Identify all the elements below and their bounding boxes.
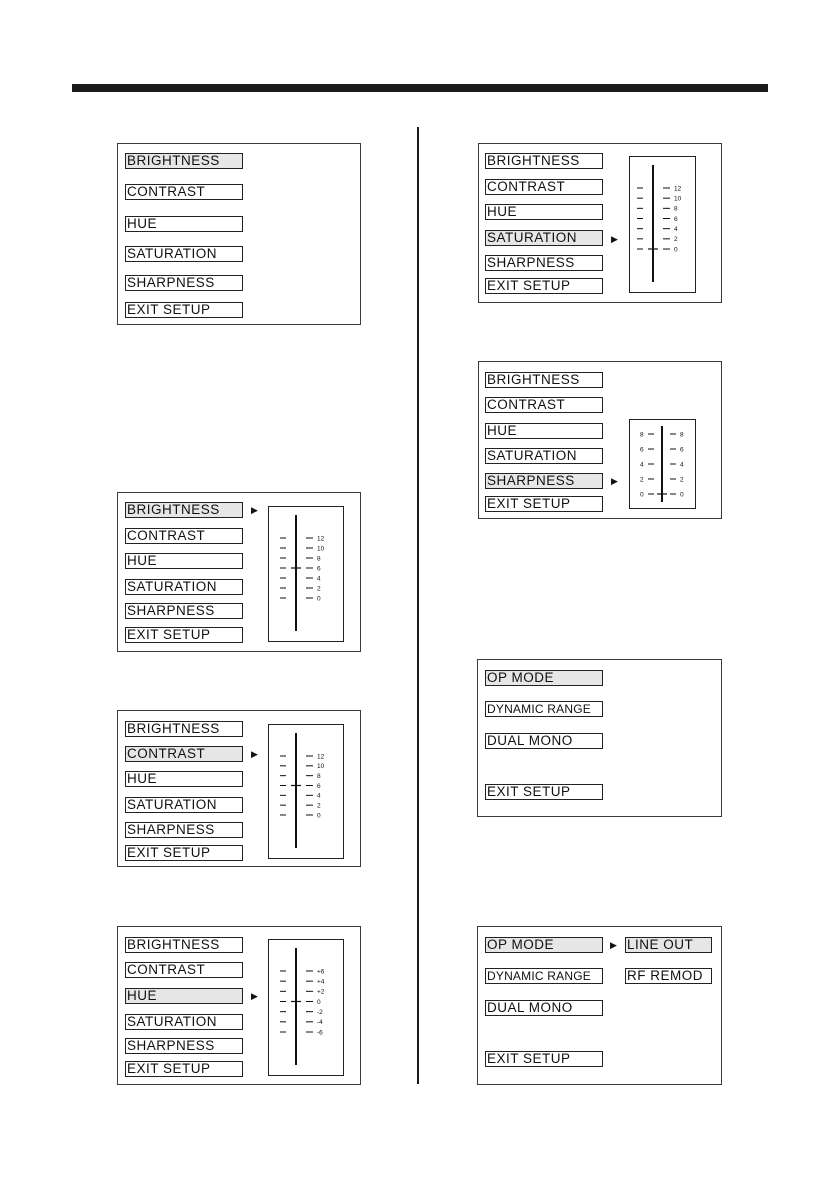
tick-label: +6 (317, 968, 325, 976)
sharpness-scale[interactable] (629, 419, 696, 509)
scale-graphic (269, 725, 343, 858)
tick-label: 8 (674, 205, 678, 213)
menu-item-dynamic-range[interactable]: DYNAMIC RANGE (485, 701, 603, 717)
menu-item-sharpness[interactable]: SHARPNESS (125, 822, 243, 838)
tick-label: 0 (317, 998, 321, 1006)
menu-item-brightness[interactable]: BRIGHTNESS (125, 502, 243, 518)
menu-item-op-mode[interactable]: OP MODE (485, 670, 603, 686)
menu-item-saturation[interactable]: SATURATION (125, 1014, 243, 1030)
scale-graphic (630, 420, 695, 508)
scale-graphic (269, 507, 343, 641)
tick-label: 10 (317, 545, 325, 553)
tick-label: +4 (317, 978, 325, 986)
tick-label-left: 8 (640, 431, 644, 439)
menu-item-contrast[interactable]: CONTRAST (125, 962, 243, 978)
tick-label: 2 (317, 585, 321, 593)
menu-item-exit-setup[interactable]: EXIT SETUP (485, 496, 603, 512)
menu-item-hue[interactable]: HUE (125, 988, 243, 1004)
contrast-scale[interactable] (268, 724, 344, 859)
brightness-adjust-panel (117, 492, 361, 652)
tick-label: 2 (674, 236, 678, 244)
tick-label: -4 (317, 1019, 323, 1027)
tick-label: 6 (317, 782, 321, 790)
menu-item-dynamic-range[interactable]: DYNAMIC RANGE (485, 968, 603, 984)
selection-arrow-icon: ▶ (610, 940, 617, 950)
op-mode-submenu-panel (477, 926, 722, 1085)
tick-label-right: 0 (680, 491, 684, 499)
tick-label: 6 (317, 565, 321, 573)
menu-item-exit-setup[interactable]: EXIT SETUP (125, 302, 243, 318)
scale-graphic (269, 940, 343, 1075)
menu-item-saturation[interactable]: SATURATION (485, 448, 603, 464)
tick-label: +2 (317, 988, 325, 996)
tick-label: 0 (317, 595, 321, 603)
hue-scale[interactable] (268, 939, 344, 1076)
menu-item-saturation[interactable]: SATURATION (125, 797, 243, 813)
picture-menu-panel (117, 143, 361, 325)
menu-item-hue[interactable]: HUE (125, 771, 243, 787)
brightness-scale[interactable] (268, 506, 344, 642)
tick-label: 0 (317, 812, 321, 820)
menu-item-sharpness[interactable]: SHARPNESS (125, 1038, 243, 1054)
tick-label: 8 (317, 772, 321, 780)
menu-item-sharpness[interactable]: SHARPNESS (125, 603, 243, 619)
menu-item-contrast[interactable]: CONTRAST (125, 184, 243, 200)
tick-label: 4 (317, 792, 321, 800)
selection-arrow-icon: ▶ (251, 505, 258, 515)
tick-label: 10 (674, 195, 682, 203)
tick-label-left: 4 (640, 461, 644, 469)
option-rf-remod[interactable]: RF REMOD (625, 968, 712, 984)
tick-label: 4 (317, 575, 321, 583)
column-divider (417, 127, 419, 1084)
menu-item-sharpness[interactable]: SHARPNESS (485, 473, 603, 489)
menu-item-sharpness[interactable]: SHARPNESS (485, 255, 603, 271)
tick-label: -2 (317, 1008, 323, 1016)
menu-item-hue[interactable]: HUE (485, 204, 603, 220)
audio-menu-panel (477, 659, 722, 817)
tick-label: 8 (317, 555, 321, 563)
tick-label-left: 6 (640, 446, 644, 454)
menu-item-op-mode[interactable]: OP MODE (485, 937, 603, 953)
saturation-scale[interactable] (629, 156, 696, 293)
menu-item-hue[interactable]: HUE (485, 423, 603, 439)
menu-item-brightness[interactable]: BRIGHTNESS (125, 937, 243, 953)
menu-item-hue[interactable]: HUE (125, 553, 243, 569)
tick-label: 2 (317, 802, 321, 810)
menu-item-exit-setup[interactable]: EXIT SETUP (125, 627, 243, 643)
menu-item-exit-setup[interactable]: EXIT SETUP (485, 278, 603, 294)
menu-item-contrast[interactable]: CONTRAST (125, 528, 243, 544)
saturation-adjust-panel (478, 143, 722, 303)
menu-item-contrast[interactable]: CONTRAST (485, 397, 603, 413)
tick-label: 12 (317, 535, 325, 543)
menu-item-brightness[interactable]: BRIGHTNESS (125, 721, 243, 737)
hue-adjust-panel (117, 926, 361, 1085)
tick-label-right: 4 (680, 461, 684, 469)
menu-item-brightness[interactable]: BRIGHTNESS (125, 153, 243, 169)
menu-item-contrast[interactable]: CONTRAST (485, 179, 603, 195)
menu-item-dual-mono[interactable]: DUAL MONO (485, 733, 603, 749)
menu-item-hue[interactable]: HUE (125, 216, 243, 232)
tick-label: 12 (674, 185, 682, 193)
tick-label-left: 0 (640, 491, 644, 499)
selection-arrow-icon: ▶ (251, 749, 258, 759)
menu-item-exit-setup[interactable]: EXIT SETUP (125, 1061, 243, 1077)
selection-arrow-icon: ▶ (611, 476, 618, 486)
menu-item-brightness[interactable]: BRIGHTNESS (485, 153, 603, 169)
contrast-adjust-panel (117, 710, 361, 867)
menu-item-saturation[interactable]: SATURATION (125, 246, 243, 262)
tick-label: 10 (317, 763, 325, 771)
menu-item-dual-mono[interactable]: DUAL MONO (485, 1000, 603, 1016)
option-line-out[interactable]: LINE OUT (625, 937, 712, 953)
tick-label: 12 (317, 753, 325, 761)
selection-arrow-icon: ▶ (251, 991, 258, 1001)
tick-label-right: 6 (680, 446, 684, 454)
tick-label-right: 2 (680, 476, 684, 484)
menu-item-saturation[interactable]: SATURATION (125, 579, 243, 595)
menu-item-saturation[interactable]: SATURATION (485, 230, 603, 246)
tick-label-right: 8 (680, 431, 684, 439)
selection-arrow-icon: ▶ (611, 234, 618, 244)
menu-item-brightness[interactable]: BRIGHTNESS (485, 372, 603, 388)
menu-item-exit-setup[interactable]: EXIT SETUP (485, 784, 603, 800)
menu-item-exit-setup[interactable]: EXIT SETUP (485, 1051, 603, 1067)
menu-item-sharpness[interactable]: SHARPNESS (125, 275, 243, 291)
menu-item-exit-setup[interactable]: EXIT SETUP (125, 845, 243, 861)
tick-label: 4 (674, 225, 678, 233)
top-rule (72, 84, 768, 92)
tick-label: -6 (317, 1029, 323, 1037)
tick-label: 6 (674, 215, 678, 223)
menu-item-contrast[interactable]: CONTRAST (125, 746, 243, 762)
sharpness-adjust-panel (478, 361, 722, 519)
tick-label-left: 2 (640, 476, 644, 484)
scale-graphic (630, 157, 695, 292)
tick-label: 0 (674, 246, 678, 254)
